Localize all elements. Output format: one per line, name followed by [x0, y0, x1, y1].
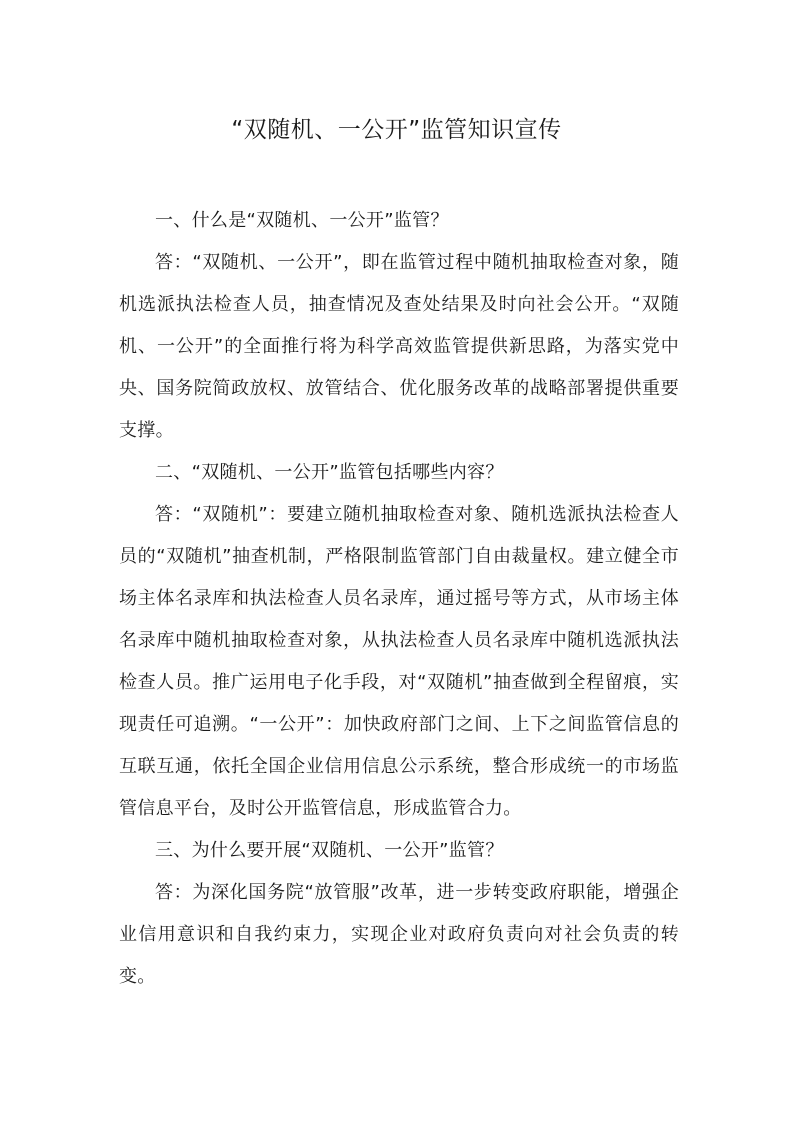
answer-2: 答：“双随机”：要建立随机抽取检查对象、随机选派执法检查人员的“双随机”抽查机制，严格限制监管部门自由裁量权。建立健全市场主体名录库和执法检查人员名录库，通过摇号等方式，从市场主体名录库中随机抽取检查对象，从执法检查人员名录库中随机选派执法检查人员。推广运用电子化手段，对“双随机”抽查做到全程留痕，实现责任可追溯。“一公开”：加快政府部门之间、上下之间监管信息的互联互通，依托全国企业信用信息公示系统，整合形成统一的市场监管信息平台，及时公开监管信息，形成监管合力。	[119, 504, 679, 819]
answer-3: 答：为深化国务院“放管服”改革，进一步转变政府职能，增强企业信用意识和自我约束力，实现企业对政府负责向对社会负责的转变。	[119, 882, 679, 987]
document-body	[119, 200, 679, 998]
answer-1: 答：“双随机、一公开”，即在监管过程中随机抽取检查对象，随机选派执法检查人员，抽查情况及查处结果及时向社会公开。“双随机、一公开”的全面推行将为科学高效监管提供新思路，为落实党中央、国务院简政放权、放管结合、优化服务改革的战略部署提供重要支撑。	[119, 252, 679, 441]
question-1: 一、什么是“双随机、一公开”监管？	[155, 210, 449, 231]
question-2: 二、“双随机、一公开”监管包括哪些内容？	[155, 462, 504, 483]
document-title: “双随机、一公开”监管知识宣传	[231, 117, 562, 143]
question-3: 三、为什么要开展“双随机、一公开”监管？	[155, 840, 504, 861]
